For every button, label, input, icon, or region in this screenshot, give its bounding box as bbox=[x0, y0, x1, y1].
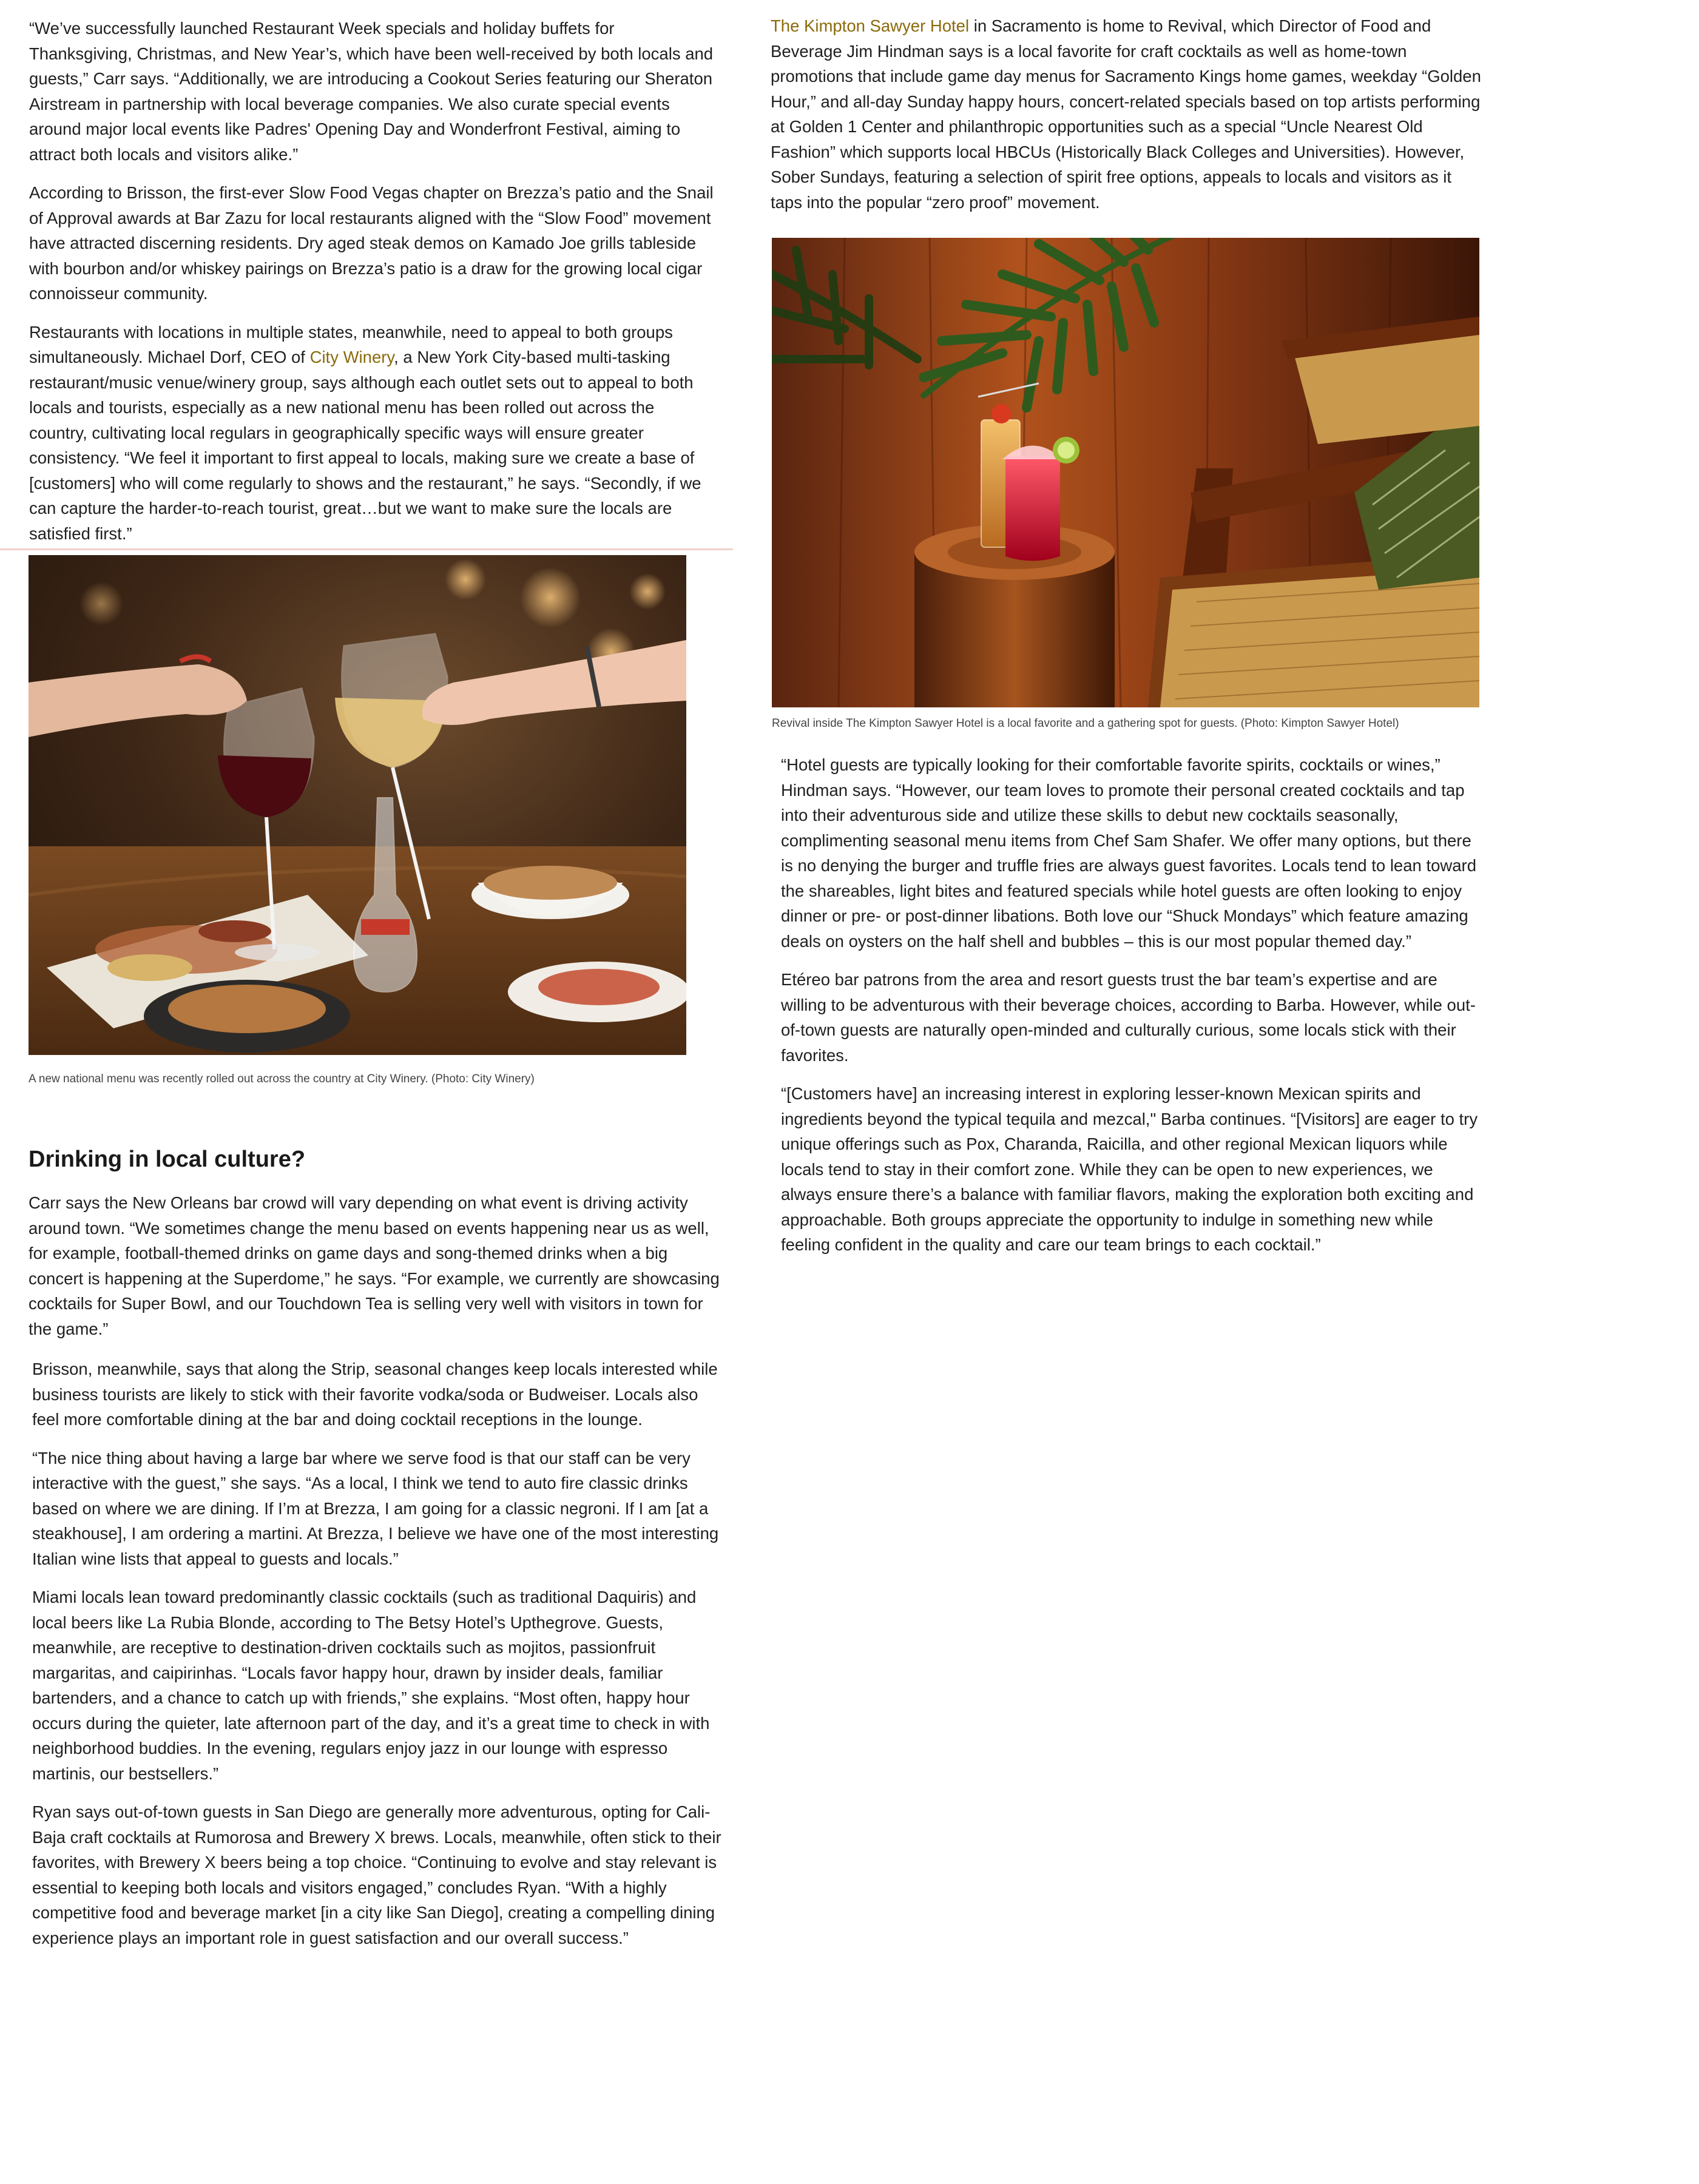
right-top-text bbox=[771, 13, 1484, 228]
right-bottom-text bbox=[781, 752, 1479, 1271]
paragraph-dorf-citywinery: Restaurants with locations in multiple states, meanwhile, need to appeal to both groups simultaneously. Michael Dorf, CEO of City Winery, a New York City-based multi-tasking restaurant/music venue/winery group, says although each outlet sets out to appeal to both locals and tourists, especially as a new national menu has been rolled out across the country, cultivating local regulars in geographically specific ways will ensure greater consistency. “We feel it important to first appeal to locals, making sure we create a base of [customers] who will come regularly to shows and the restaurant,” he says. “Secondly, if we can capture the harder-to-reach tourist, great…but we want to make sure the locals are satisfied first.” bbox=[29, 322, 701, 543]
paragraph-carr-events: “We’ve successfully launched Restaurant Week specials and holiday buffets for Thanksgiving, Christmas, and New Year’s, which have been well-received by both locals and guests,” Carr says. “Additionally, we are introducing a Cookout Series featuring our Sheraton Airstream in partnership with local beverage companies. We also curate special events around major local events like Padres' Opening Day and Wonderfront Festival, aiming to attract both locals and visitors alike.” bbox=[29, 19, 714, 164]
section-divider bbox=[0, 548, 733, 550]
paragraph-kimpton-revival: The Kimpton Sawyer Hotel in Sacramento is home to Revival, which Director of Food and Beverage Jim Hindman says is a local favorite for craft cocktails as well as home-town promotions that include game day menus for Sacramento Kings home games, weekday “Golden Hour,” and all-day Sunday happy hours, concert-related specials based on top artists performing at Golden 1 Center and philanthropic opportunities such as a special “Uncle Nearest Old Fashion” which supports local HBCUs (Historically Black Colleges and Universities). However, Sober Sundays, featuring a selection of spirit free options, appeals to locals and visitors as it taps into the popular “zero proof” movement. bbox=[771, 16, 1481, 212]
wine-toast-photo bbox=[29, 555, 686, 1055]
paragraph-miami-locals: Miami locals lean toward predominantly classic cocktails (such as traditional Daquiris) and local beers like La Rubia Blonde, according to The Betsy Hotel’s Upthegrove. Guests, meanwhile, are receptive to destination-driven cocktails such as mojitos, passionfruit margaritas, and caipirinhas. “Locals favor happy hour, drawn by insider deals, familiar bartenders, and a chance to catch up with friends,” she explains. “Most often, happy hour occurs during the quieter, late afternoon part of the day, and it’s a great time to check in with neighborhood buddies. In the evening, regulars enjoy jazz in our lounge with espresso martinis, our bestsellers.” bbox=[32, 1588, 710, 1783]
paragraph-etereo-patrons: Etéreo bar patrons from the area and resort guests trust the bar team’s expertise and are willing to be adventurous with their beverage choices, according to Barba. However, while out-of-town guests are naturally open-minded and culturally curious, some locals stick with their favorites. bbox=[781, 970, 1476, 1065]
paragraph-barba-quote: “[Customers have] an increasing interest in exploring lesser-known Mexican spirits and ingredients beyond the typical tequila and mezcal," Barba continues. “[Visitors] are eager to try unique offerings such as Pox, Charanda, Raicilla, and other regional Mexican liquors while locals tend to stay in their comfort zone. While they can be open to new experiences, we always ensure there’s a balance with familiar flavors, making the exploration both exciting and approachable. Both groups appreciate the opportunity to indulge in something new while feeling confident in the quality and care our team brings to each cocktail.” bbox=[781, 1084, 1478, 1254]
kimpton-sawyer-link[interactable]: The Kimpton Sawyer Hotel bbox=[771, 16, 970, 35]
bar-photo-caption: Revival inside The Kimpton Sawyer Hotel is a local favorite and a gathering spot for guests. (Photo: Kimpton Sawyer Hotel) bbox=[772, 717, 1399, 730]
cocktail-bar-photo bbox=[772, 238, 1479, 707]
paragraph-ryan-sandiego: Ryan says out-of-town guests in San Diego are generally more adventurous, opting for Cali-Baja craft cocktails at Rumorosa and Brewery X brews. Locals, meanwhile, often stick to their favorites, with Brewery X beers being a top choice. “Continuing to evolve and stay relevant is essential to keeping both locals and visitors engaged,” concludes Ryan. “With a highly competitive food and beverage market [in a city like San Diego], creating a compelling dining experience plays an important role in guest satisfaction and our overall success.” bbox=[32, 1802, 721, 1947]
paragraph-brisson-slowfood: According to Brisson, the first-ever Slow Food Vegas chapter on Brezza’s patio and the Snail of Approval awards at Bar Zazu for local restaurants aligned with the “Slow Food” movement have attracted discerning residents. Dry aged steak demos on Kamado Joe grills tableside with bourbon and/or whiskey pairings on Brezza’s patio is a draw for the growing local cigar connoisseur community. bbox=[29, 183, 714, 303]
section-heading: Drinking in local culture? bbox=[29, 1147, 306, 1172]
paragraph-carr-neworleans: Carr says the New Orleans bar crowd will vary depending on what event is driving activity around town. “We sometimes change the menu based on events happening near us as well, for example, football-themed drinks on game days and song-themed drinks when a big concert is happening at the Superdome,” he says. “For example, we currently are showcasing cocktails for Super Bowl, and our Touchdown Tea is selling very well with visitors in town for the game.” bbox=[29, 1193, 720, 1338]
left-top-text bbox=[29, 16, 715, 559]
left-bottom-text-b bbox=[32, 1357, 724, 1964]
paragraph-hindman-quote: “Hotel guests are typically looking for their comfortable favorite spirits, cocktails or wines,” Hindman says. “However, our team loves to promote their personal created cocktails and tap into their adventurous side and utilize these skills to debut new cocktails seasonally, complimenting seasonal menu items from Chef Sam Shafer. We offer many options, but there is no denying the burger and truffle fries are always guest favorites. Locals tend to lean toward the shareables, light bites and featured specials while hotel guests are often looking to enjoy dinner or pre- or post-dinner libations. Both love our “Shuck Mondays” which feature amazing deals on oysters on the half shell and bubbles – this is our most popular themed day.” bbox=[781, 755, 1476, 951]
paragraph-brisson-quote: “The nice thing about having a large bar where we serve food is that our staff can be very interactive with the guest,” she says. “As a local, I think we tend to auto fire classic drinks based on where we are dining. If I’m at Brezza, I am going for a classic negroni. If I am [at a steakhouse], I am ordering a martini. At Brezza, I believe we have one of the most interesting Italian wine lists that appeal to guests and locals.” bbox=[32, 1448, 719, 1568]
left-bottom-text-a bbox=[29, 1190, 726, 1355]
city-winery-link[interactable]: City Winery bbox=[309, 348, 394, 366]
wine-photo-caption: A new national menu was recently rolled out across the country at City Winery. (Photo: City Winery) bbox=[29, 1073, 535, 1085]
paragraph-brisson-strip: Brisson, meanwhile, says that along the Strip, seasonal changes keep locals interested while business tourists are likely to stick with their favorite vodka/soda or Budweiser. Locals also feel more comfortable dining at the bar and doing cocktail receptions in the lounge. bbox=[32, 1360, 718, 1429]
